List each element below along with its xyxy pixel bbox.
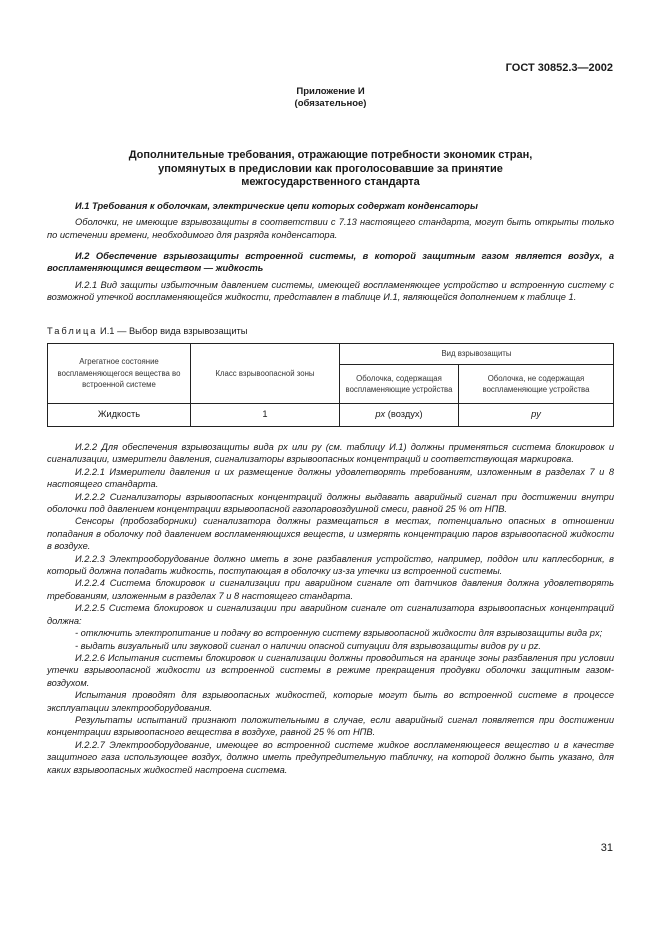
cell-code: px [375,409,386,420]
standard-number: ГОСТ 30852.3—2002 [505,62,613,74]
paragraph: Оболочки, не имеющие взрывозащиты в соответствии с 7.13 настоящего стандарта, могут быть открыты только по истечении времени, необходимого для разряда конденсатора. [47,217,614,240]
header-with-ignition: Оболочка, содержащая воспламеняющие устройства [340,365,459,404]
table-caption-word: Таблица [47,326,98,336]
body-text [47,441,614,776]
paragraph: Испытания проводят для взрывоопасных жидкостей, которые могут быть во встроенной системе в процессе эксплуатации электрооборудования. [47,690,614,713]
header-protection-group: Вид взрывозащиты [340,344,614,365]
paragraph: И.2.2.4 Система блокировок и сигнализации при аварийном сигнале от датчиков давления должна удовлетворять требованиям, изложенным в разделах 7 и 8 настоящего стандарта. [47,578,614,601]
paragraph: И.2.2.7 Электрооборудование, имеющее во встроенной системе жидкое воспламеняющееся вещество и в качестве защитного газа использующее воздух, должно иметь предупредительную табличку, на которой должно быть указано, для каких взрывоопасных жидкостей настроена система. [47,739,614,775]
section-i1-heading: И.1 Требования к оболочкам, электрические цепи которых содержат конденсаторы [75,201,478,211]
table-caption-text: И.1 — Выбор вида взрывозащиты [100,326,248,336]
paragraph: И.2.2.5 Система блокировок и сигнализации при аварийном сигнале от сигнализатора взрывоопасных концентраций должна: [47,603,614,626]
list-item: - отключить электропитание и подачу во встроенную систему взрывоопасной жидкости для взрывозащиты вида px; [75,628,603,639]
table-caption [47,326,247,336]
paragraph: И.2.2 Для обеспечения взрывозащиты вида px или py (см. таблицу И.1) должны применяться система блокировок и сигнализации, измерители давления, сигнализаторы взрывоопасных концентраций и соответствующая маркировка. [47,442,614,465]
table-row [48,404,614,427]
header-without-ignition: Оболочка, не содержащая воспламеняющие устройства [459,365,614,404]
section-i2-heading: И.2 Обеспечение взрывозащиты встроенной системы, в которой защитным газом является воздух, а воспламеняющимся веществом — жидкость [47,251,614,274]
annex-status: (обязательное) [294,98,367,109]
cell-without-ignition: py [459,404,614,427]
cell-state: Жидкость [48,404,191,427]
list-item: - выдать визуальный или звуковой сигнал о наличии опасной ситуации для взрывозащиты видов py и pz. [75,640,541,651]
annex-title: Приложение И [296,86,365,97]
protection-table [47,343,614,427]
section-title: Дополнительные требования, отражающие потребности экономик стран, упомянутых в предисловии как проголосовавшие за принятие межгосударственного стандарта [128,149,533,188]
cell-gas: (воздух) [387,409,423,420]
paragraph: И.2.1 Вид защиты избыточным давлением системы, имеющей воспламеняющее устройство и встроенную систему с возможной утечкой воспламеняющейся жидкости, представлен в таблице И.1, являющейся дополнением к таблице 1. [47,279,614,303]
section-i2 [47,250,614,304]
cell-zone: 1 [191,404,340,427]
header-state: Агрегатное состояние воспламеняющегося вещества во встроенной системе [48,344,191,404]
page-number: 31 [600,842,613,854]
paragraph: И.2.2.6 Испытания системы блокировок и сигнализации должны проводиться на границе зоны разбавления при условии утечки взрывоопасной жидкости из встроенной системы в режиме прекращения продувки оболочки защитным газом-воздухом. [47,652,614,688]
paragraph: И.2.2.3 Электрооборудование должно иметь в зоне разбавления устройство, например, поддон или каплесборник, в который должна попадать жидкость, поступающая в оболочку из-за утечки из встроенной системы. [47,553,614,577]
paragraph: Результаты испытаний признают положительными в случае, если аварийный сигнал появляется при достижении концентрации взрывоопасного вещества в воздухе, равной 25 % от НПВ. [47,714,614,738]
paragraph: И.2.2.1 Измерители давления и их размещение должны удовлетворять требованиям, изложенным в разделах 7 и 8 настоящего стандарта. [47,466,614,490]
section-i1 [47,200,614,241]
cell-with-ignition [340,404,459,427]
header-zone: Класс взрывоопасной зоны [191,344,340,404]
paragraph: И.2.2.2 Сигнализаторы взрывоопасных концентраций должны выдавать аварийный сигнал при достижении внутри оболочки под давлением концентрации взрывоопасной газопаровоздушной смеси, равной 25 % от НПВ. [47,491,614,515]
paragraph: Сенсоры (пробозаборники) сигнализатора должны размещаться в местах, потенциально опасных в отношении попадания в оболочку под давлением воспламеняющихся веществ, и измерять концентрацию паров взрывоопасной жидкости в воздухе. [47,516,614,552]
